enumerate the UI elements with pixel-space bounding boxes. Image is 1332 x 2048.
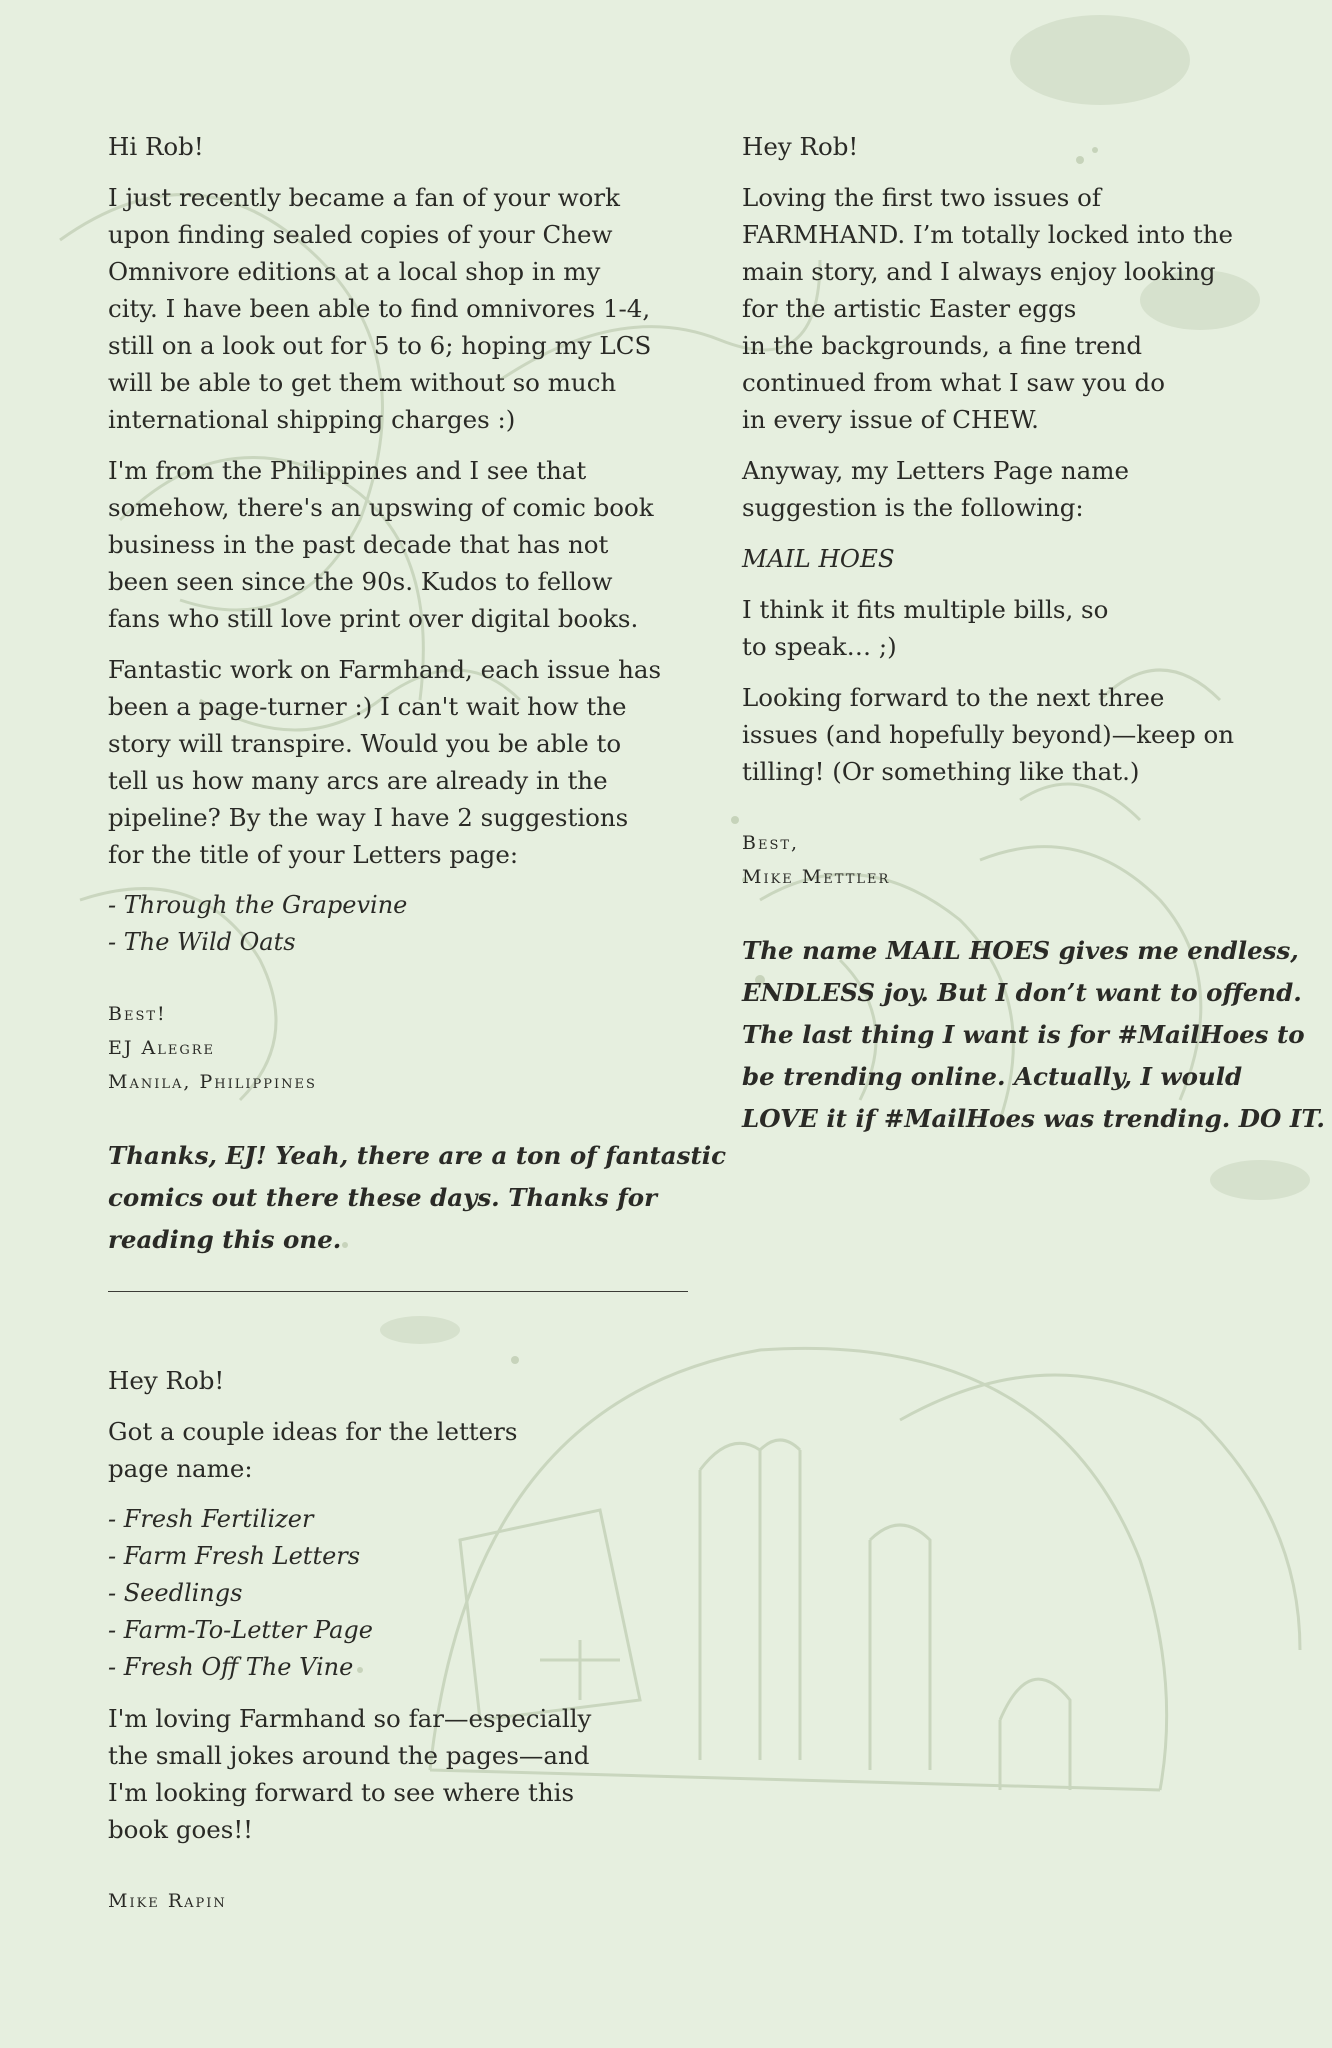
signature: [108, 1884, 648, 1918]
signature: [108, 997, 688, 1099]
letter-paragraph: Loving the first two issues of FARMHAND. I’m totally locked into the main story, and I always enjoy looking for the artistic Easter eggs in the backgrounds, a fine trend continued from what I saw you do in every issue of CHEW.: [742, 183, 1234, 434]
letter-greeting: Hey Rob!: [742, 132, 859, 161]
letter-mike-rapin: [108, 1362, 648, 1918]
signoff: Best,: [742, 832, 800, 854]
section-divider: [108, 1291, 688, 1292]
letter-paragraph: I just recently became a fan of your work upon finding sealed copies of your Chew Omnivore editions at a local shop in my city. I have been able to find omnivores 1-4, still on a look out for 5 to 6; hoping my LCS will be able to get them without so much international shipping charges :): [108, 183, 652, 434]
list-item: - Seedlings: [108, 1579, 243, 1607]
list-item: - Fresh Off The Vine: [108, 1653, 354, 1681]
letter-greeting: Hi Rob!: [108, 132, 204, 161]
list-item: - Farm Fresh Letters: [108, 1542, 361, 1570]
list-item: - The Wild Oats: [108, 928, 296, 956]
suggestion-mail-hoes: MAIL HOES: [742, 544, 895, 573]
editor-reply: Thanks, EJ! Yeah, there are a ton of fantastic comics out there these days. Thanks for reading this one.: [108, 1141, 727, 1254]
author-name: EJ Alegre: [108, 1037, 216, 1059]
editor-reply: The name MAIL HOES gives me endless, ENDLESS joy. But I don’t want to offend. The last thing I want is for #MailHoes to be trending online. Actually, I would LOVE it if #MailHoes was trending. DO IT.: [742, 936, 1325, 1133]
letter-paragraph: Got a couple ideas for the letters page name:: [108, 1417, 518, 1483]
suggestion-list: [108, 887, 688, 961]
letter-paragraph: I think it fits multiple bills, so to speak… ;): [742, 595, 1109, 661]
suggestion-list: [108, 1501, 648, 1686]
letter-paragraph: I'm loving Farmhand so far—especially the small jokes around the pages—and I'm looking forward to see where this book goes!!: [108, 1704, 592, 1844]
author-name: Mike Mettler: [742, 866, 891, 888]
signoff: Best!: [108, 1003, 167, 1025]
letter-greeting: Hey Rob!: [108, 1366, 225, 1395]
letter-ej-alegre: [108, 128, 727, 1261]
author-name: Mike Rapin: [108, 1890, 227, 1912]
letter-paragraph: Looking forward to the next three issues (and hopefully beyond)—keep on tilling! (Or something like that.): [742, 683, 1235, 786]
letter-mike-mettler: [742, 128, 1325, 1140]
letter-paragraph: I'm from the Philippines and I see that somehow, there's an upswing of comic book business in the past decade that has not been seen since the 90s. Kudos to fellow fans who still love print over digital books.: [108, 456, 654, 633]
letter-paragraph: Anyway, my Letters Page name suggestion is the following:: [742, 456, 1130, 522]
list-item: - Fresh Fertilizer: [108, 1505, 314, 1533]
author-location: Manila, Philippines: [108, 1071, 317, 1093]
list-item: - Through the Grapevine: [108, 891, 408, 919]
list-item: - Farm-To-Letter Page: [108, 1616, 373, 1644]
signature: [742, 826, 1272, 894]
letter-paragraph: Fantastic work on Farmhand, each issue has been a page-turner :) I can't wait how the story will transpire. Would you be able to tell us how many arcs are already in the pipeline? By the way I have 2 suggestions for the title of your Letters page:: [108, 655, 662, 869]
